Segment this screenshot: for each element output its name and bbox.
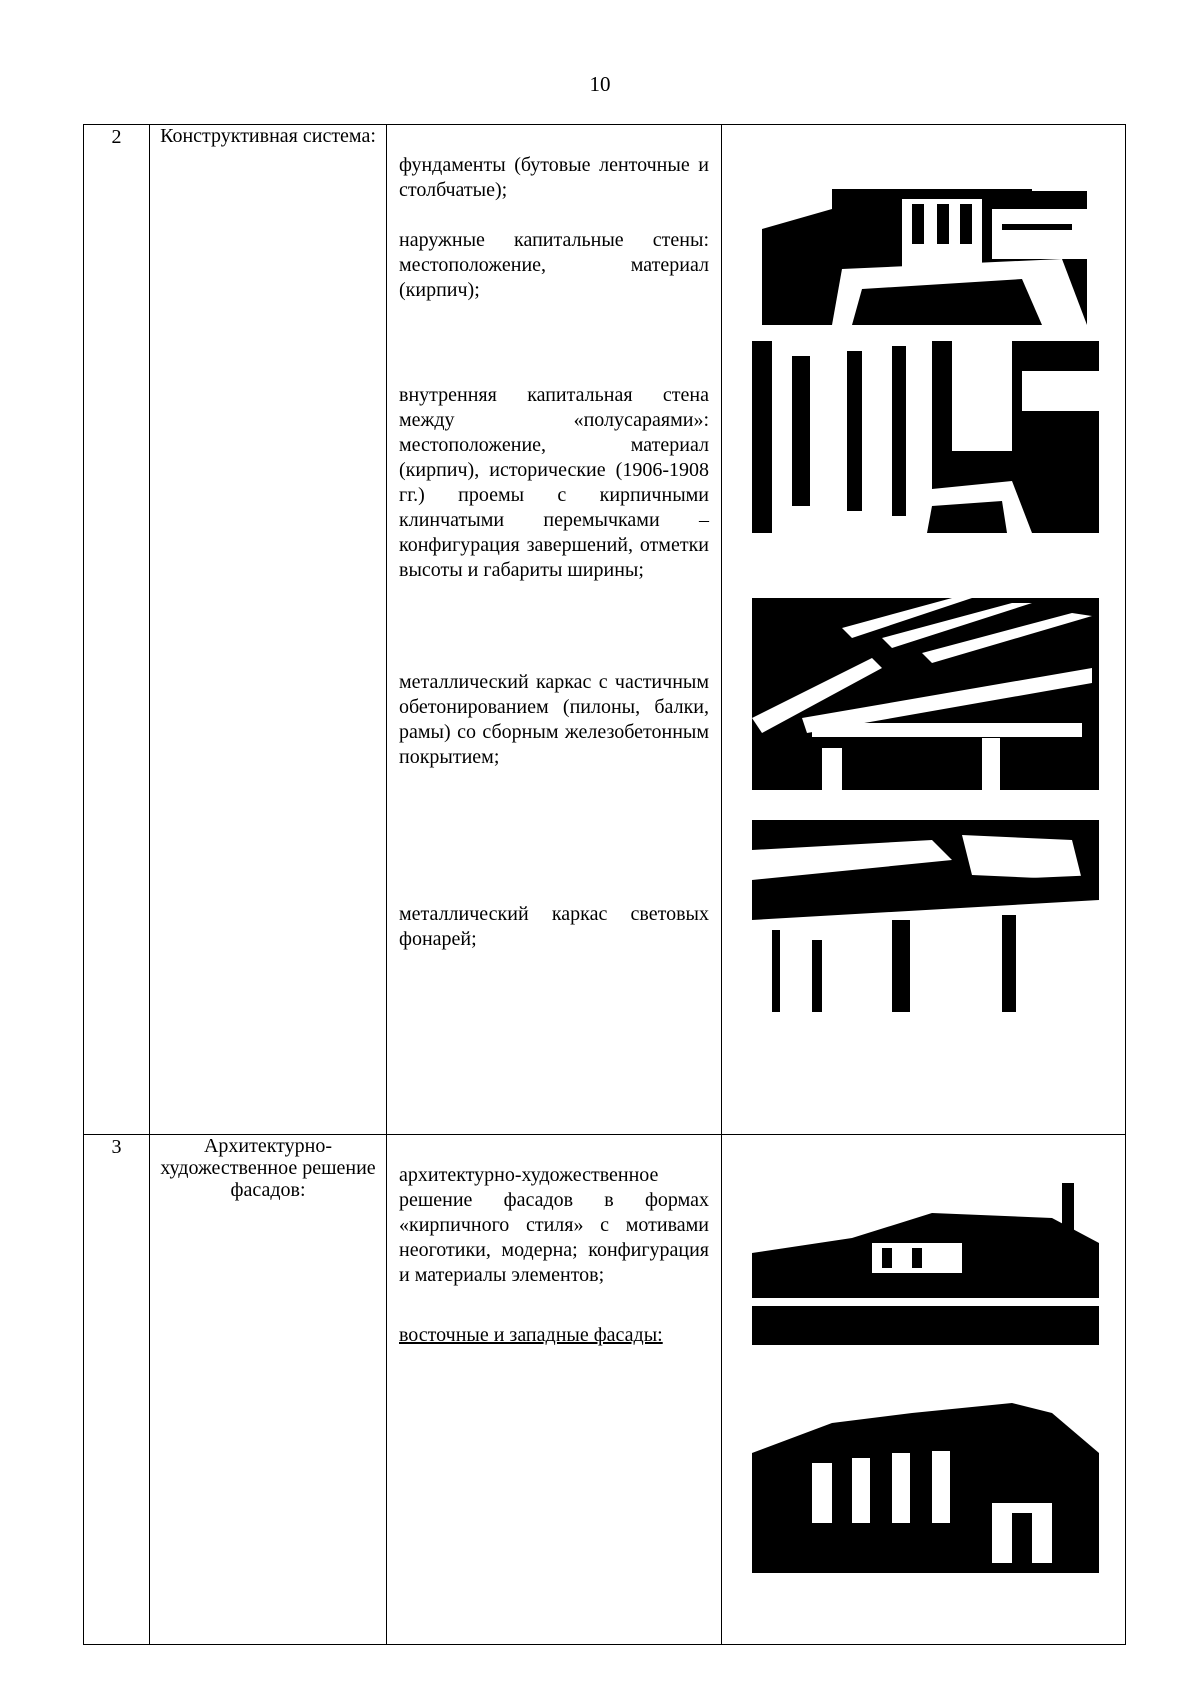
table-row	[84, 1135, 1126, 1645]
row-photos	[722, 125, 1126, 1135]
photo-metal-frame	[752, 598, 1099, 790]
row-number: 3	[84, 1135, 150, 1645]
row-description	[387, 1135, 722, 1645]
photo-skylight-frame	[752, 820, 1099, 1012]
photo-facade-trees	[752, 1183, 1099, 1345]
row-title: Архитектурно-художественное решение фасадов:	[150, 1135, 387, 1645]
description-item: наружные капитальные стены: местоположение, материал (кирпич);	[399, 229, 709, 301]
description-item: архитектурно-художественное решение фасадов в формах «кирпичного стиля» с мотивами неоготики, модерна; конфигурация и материалы элементов;	[399, 1164, 709, 1286]
row-title: Конструктивная система:	[150, 125, 387, 1135]
description-item: фундаменты (бутовые ленточные и столбчатые);	[399, 154, 709, 201]
description-item: металлический каркас световых фонарей;	[399, 903, 709, 950]
photo-interior-wall	[752, 341, 1099, 533]
photo-graphic	[752, 1383, 1099, 1573]
table-row	[84, 125, 1126, 1135]
photo-graphic	[752, 1183, 1099, 1345]
photo-graphic	[752, 820, 1099, 1012]
row-number: 2	[84, 125, 150, 1135]
photo-east-facade	[752, 1383, 1099, 1573]
description-item: восточные и западные фасады:	[399, 1324, 663, 1346]
row-description	[387, 125, 722, 1135]
description-item: металлический каркас с частичным обетонированием (пилоны, балки, рамы) со сборным железобетонным покрытием;	[399, 671, 709, 768]
photo-graphic	[752, 341, 1099, 533]
photo-building-exterior	[762, 149, 1087, 325]
description-item: внутренняя капитальная стена между «полусараями»: местоположение, материал (кирпич), исторические (1906-1908 гг.) проемы с кирпичными клинчатыми перемычками – конфигурация завершений, отметки высоты и габариты ширины;	[399, 384, 709, 581]
photo-graphic	[752, 598, 1099, 790]
row-photos	[722, 1135, 1126, 1645]
page-number: 10	[589, 72, 611, 96]
photo-graphic	[762, 149, 1087, 325]
object-table	[83, 124, 1126, 1645]
